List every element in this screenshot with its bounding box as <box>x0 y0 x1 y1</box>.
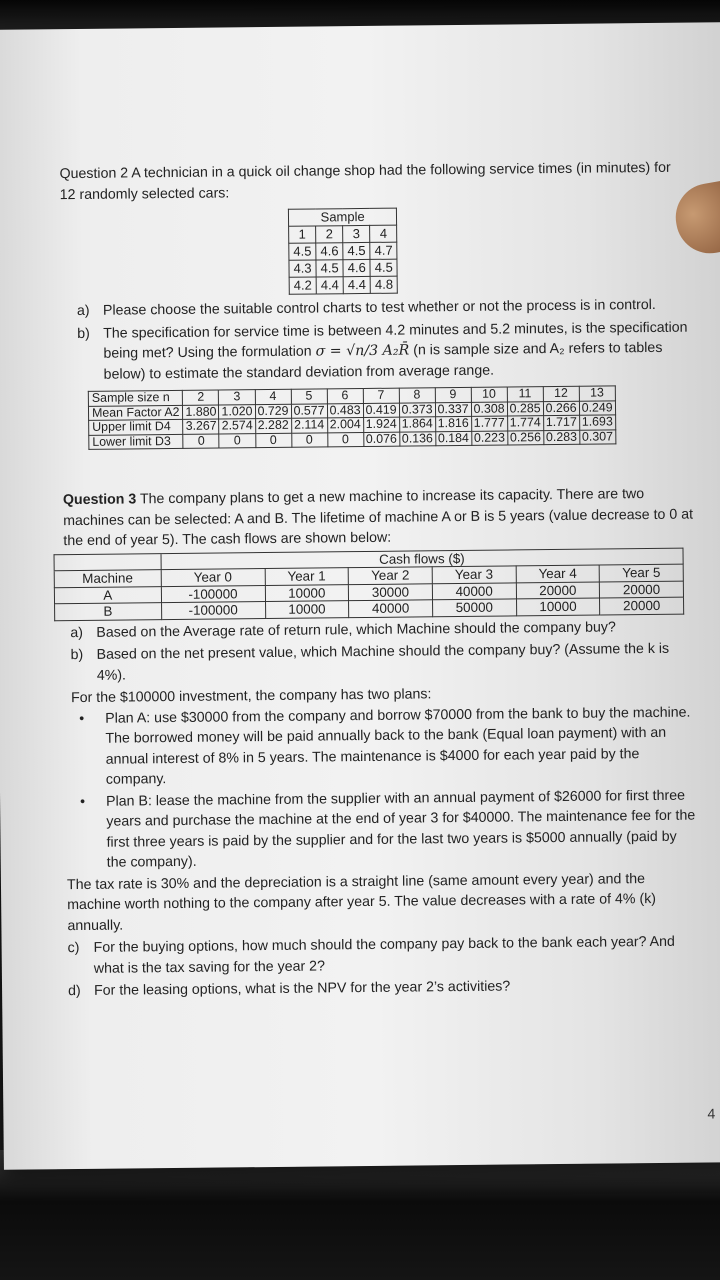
sample-header: 4 <box>370 225 397 242</box>
q2-a-text: Please choose the suitable control charts to test whether or not the process is in control. <box>102 296 656 319</box>
cash-table-group-header: Cash flows ($) <box>161 548 684 570</box>
sample-cell: 4.7 <box>370 242 397 259</box>
factor-cell: 1.816 <box>435 416 471 431</box>
factor-cell: 3.267 <box>183 419 219 434</box>
question-3 <box>63 484 698 1002</box>
factor-cell: 0.076 <box>363 432 399 447</box>
factor-table-body <box>88 386 615 450</box>
factor-row-header: Sample size n <box>88 390 183 405</box>
cash-cell: 20000 <box>600 597 684 614</box>
factor-cell: 10 <box>471 387 507 402</box>
factor-cell: 2.114 <box>291 418 327 433</box>
cash-cell: A <box>54 586 161 604</box>
sample-cell: 4.3 <box>289 260 316 277</box>
cash-header: Year 2 <box>348 567 432 584</box>
q2-a-label: a) <box>76 302 90 319</box>
paper-sheet <box>0 22 720 1170</box>
q3-d-label: d) <box>68 982 81 1000</box>
cash-header: Machine <box>54 570 161 588</box>
cash-cell: 20000 <box>516 582 600 599</box>
sample-cell: 4.5 <box>343 242 370 259</box>
factor-cell: 3 <box>219 390 255 405</box>
factor-cell: 6 <box>327 389 363 404</box>
background-bottom <box>0 1150 720 1280</box>
sample-cell: 4.4 <box>316 277 343 294</box>
factor-cell: 0.184 <box>435 431 471 446</box>
q3-c-text: For the buying options, how much should the company pay back to the bank each year? And what is the tax saving for the year 2? <box>93 933 675 977</box>
cash-cell: 40000 <box>432 582 516 599</box>
factor-cell: 0.419 <box>363 403 399 418</box>
factor-cell: 0 <box>219 433 255 448</box>
q3-plan-a: • Plan A: use $30000 from the company and borrow $70000 from the bank to buy the machine. The borrowed money will be paid annually back to the bank (Equal loan payment) with an annual interest of 8% in 5 years. The maintenance is $4000 for each year paid by the company. <box>105 702 696 790</box>
cash-cell: 20000 <box>600 581 684 598</box>
sample-cell: 4.6 <box>316 243 343 260</box>
q3-c-label: c) <box>67 940 80 957</box>
factor-cell: 0.373 <box>399 402 435 417</box>
document-content <box>59 158 698 1004</box>
cash-header: Year 3 <box>432 566 516 583</box>
cash-cell: 10000 <box>265 584 349 601</box>
cash-header: Year 4 <box>516 565 600 582</box>
factor-cell: 0.249 <box>579 400 615 415</box>
q3-plan-list <box>65 702 697 874</box>
cash-header: Year 5 <box>599 564 683 581</box>
cash-cell: -100000 <box>161 585 265 603</box>
factor-cell: 0.283 <box>543 430 579 445</box>
factor-cell: 2.282 <box>255 418 291 433</box>
factor-cell: 0.308 <box>471 402 507 417</box>
factor-cell: 0.483 <box>327 403 363 418</box>
factor-cell: 0.285 <box>507 401 543 416</box>
sample-table <box>288 208 398 295</box>
sample-cell: 4.5 <box>289 243 316 260</box>
q3-part-c <box>67 932 698 979</box>
factor-cell: 0.223 <box>471 431 507 446</box>
q2-b-text-2: (n is sample size and A₂ refers to tables below) to estimate the standard deviation from average range. <box>103 339 663 383</box>
factor-cell: 0.266 <box>543 401 579 416</box>
cash-cell: 40000 <box>349 600 433 617</box>
factor-cell: 0.729 <box>255 404 291 419</box>
cash-flow-table <box>54 547 685 621</box>
cash-cell: B <box>55 603 162 621</box>
factor-cell: 1.717 <box>543 415 579 430</box>
sample-cell: 4.6 <box>343 259 370 276</box>
factor-cell: 13 <box>579 386 615 401</box>
factor-cell: 1.864 <box>399 417 435 432</box>
cash-header: Year 1 <box>265 568 349 585</box>
sample-cell: 4.8 <box>370 276 397 293</box>
q3-plans-intro: For the $100000 investment, the company has two plans: <box>70 686 432 707</box>
cash-header: Year 0 <box>161 569 265 587</box>
q3-parts-cd <box>68 932 699 1002</box>
factor-cell: 0.136 <box>399 431 435 446</box>
factor-cell: 0 <box>255 433 291 448</box>
sample-table-title: Sample <box>288 208 396 226</box>
q2-b-formula: σ = √n/3 A₂R̄ <box>315 342 410 360</box>
factor-cell: 7 <box>363 388 399 403</box>
q3-parts-ab <box>64 616 695 686</box>
q3-a-label: a) <box>70 624 84 641</box>
cash-table-corner <box>54 553 161 571</box>
factor-cell: 1.924 <box>363 417 399 432</box>
factor-cell: 11 <box>507 387 543 402</box>
q3-b-text: Based on the net present value, which Machine should the company buy? (Assume the k is 4%). <box>96 640 670 684</box>
sample-header: 3 <box>343 225 370 242</box>
q3-heading: Question 3 <box>62 491 137 509</box>
factor-cell: 4 <box>255 389 291 404</box>
factor-cell: 0 <box>291 432 327 447</box>
factor-cell: 9 <box>435 387 471 402</box>
factor-cell: 0.256 <box>507 430 543 445</box>
factor-cell: 1.880 <box>183 405 219 420</box>
q3-a-text: Based on the Average rate of return rule, which Machine should the company buy? <box>96 618 616 641</box>
cash-cell: 30000 <box>349 583 433 600</box>
page-number: 4 <box>707 1105 716 1122</box>
factor-cell: 2.004 <box>327 418 363 433</box>
factor-cell: 0 <box>183 434 219 449</box>
factor-cell: 1.693 <box>579 415 615 430</box>
factor-cell: 0.337 <box>435 402 471 417</box>
control-chart-factor-table <box>88 385 616 450</box>
factor-cell: 2 <box>183 390 219 405</box>
sample-header: 2 <box>316 226 343 243</box>
q2-parts <box>61 295 692 386</box>
q3-intro-paragraph <box>63 484 694 552</box>
factor-cell: 0.307 <box>579 429 615 444</box>
factor-cell: 0 <box>327 432 363 447</box>
q2-intro: Question 2 A technician in a quick oil change shop had the following service times (in minutes) for 12 randomly selected cars: <box>59 159 671 203</box>
q3-d-text: For the leasing options, what is the NPV for the year 2’s activities? <box>94 978 511 999</box>
factor-cell: 8 <box>399 388 435 403</box>
q3-plan-b: • Plan B: lease the machine from the supplier with an annual payment of $26000 for first three years and purchase the machine at the end of year 3 for $40000. The maintenance fee for the first three years is paid by the supplier and for the last two years is $5000 annually (paid by the company). <box>106 785 697 873</box>
factor-row-header: Mean Factor A2 <box>88 405 183 420</box>
factor-row-header: Lower limit D3 <box>89 434 184 449</box>
factor-row-header: Upper limit D4 <box>89 419 184 434</box>
factor-cell: 1.777 <box>471 416 507 431</box>
q3-part-d <box>68 975 698 1002</box>
factor-cell: 1.020 <box>219 404 255 419</box>
sample-header: 1 <box>289 226 316 243</box>
sample-cell: 4.5 <box>370 259 397 276</box>
cash-cell: 50000 <box>432 599 516 616</box>
q3-intro: The company plans to get a new machine to increase its capacity. There are two machines can be selected: A and B. The lifetime of machine A or B is 5 years (value decrease to 0 at the end of year 5). The cash flows are shown below: <box>63 486 694 550</box>
sample-cell: 4.4 <box>343 276 370 293</box>
q3-tax-text: The tax rate is 30% and the depreciation is a straight line (same amount every year) and the machine worth nothing to the company after year 5. The value decreases with a rate of 4% (k) annually. <box>66 870 657 934</box>
q2-b-text-1: The specification for service time is between 4.2 minutes and 5.2 minutes, is the specification being met? Using the formulation <box>103 319 688 362</box>
factor-cell: 1.774 <box>507 416 543 431</box>
q2-b-label: b) <box>77 325 90 342</box>
q3-part-b <box>70 639 694 686</box>
factor-cell: 0.577 <box>291 403 327 418</box>
factor-cell: 2.574 <box>219 419 255 434</box>
factor-cell: 12 <box>543 386 579 401</box>
cash-cell: 10000 <box>265 601 349 618</box>
sample-cell: 4.5 <box>316 260 343 277</box>
q2-part-b <box>77 317 692 385</box>
cash-cell: 10000 <box>516 598 600 615</box>
factor-cell: 5 <box>291 389 327 404</box>
cash-cell: -100000 <box>161 602 265 620</box>
sample-cell: 4.2 <box>289 277 316 294</box>
q3-b-label: b) <box>70 646 84 664</box>
